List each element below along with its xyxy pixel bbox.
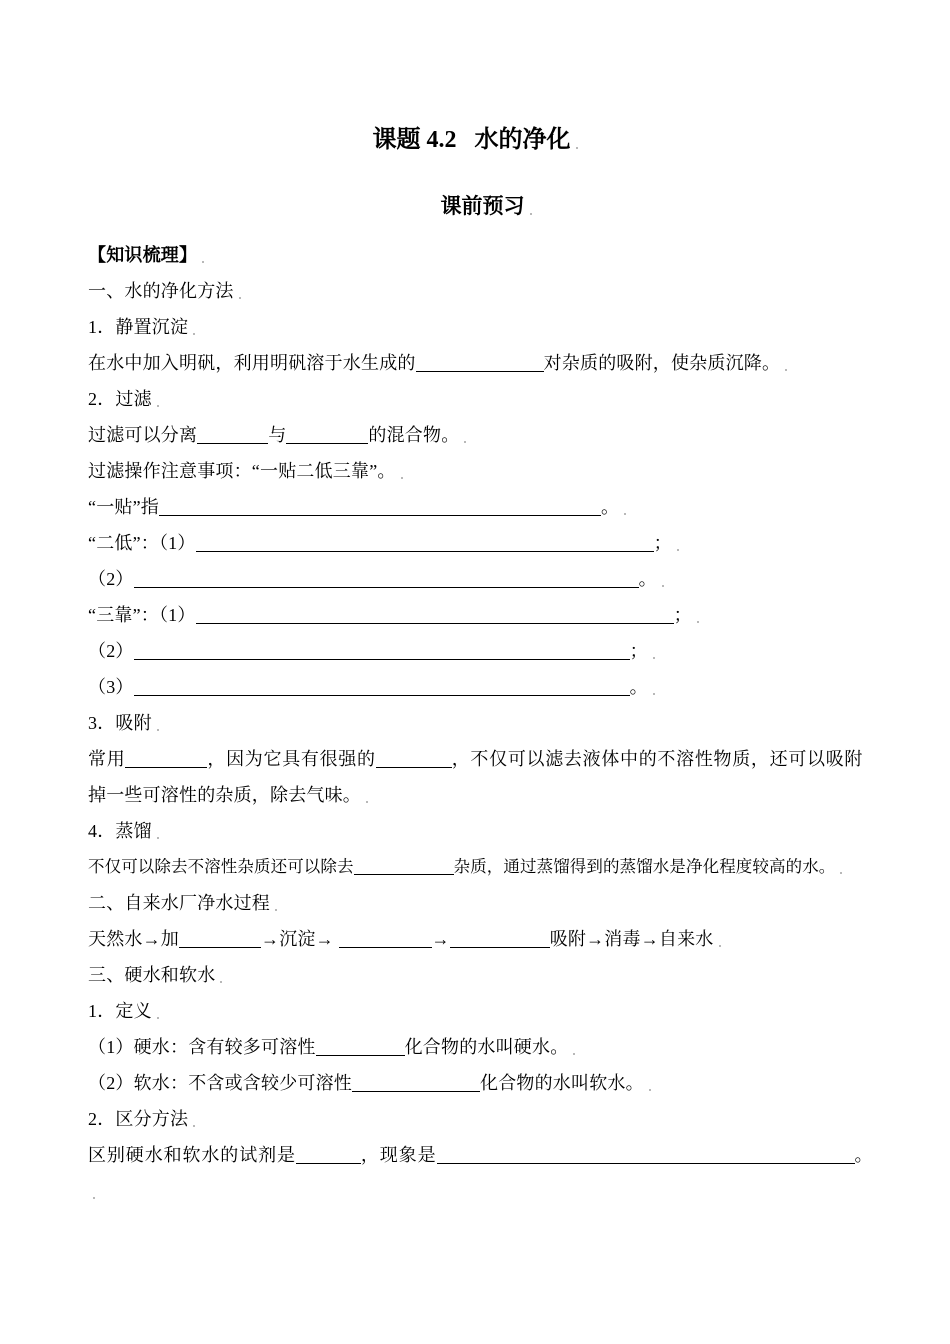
answer-blank <box>197 425 268 444</box>
page-subtitle: 课前预习 <box>0 188 950 224</box>
text-segment: 在水中加入明矾，利用明矾溶于水生成的 <box>88 353 416 373</box>
filtration-notes: 过滤操作注意事项：“一贴二低三靠”。 <box>88 453 908 489</box>
answer-blank <box>354 857 454 875</box>
answer-blank <box>134 569 639 588</box>
three-lean-line-2 <box>88 633 908 669</box>
answer-blank <box>416 353 544 372</box>
text-segment: → <box>431 929 450 949</box>
text-segment: ； <box>673 605 692 625</box>
text-segment: 化合物的水叫硬水。 <box>404 1037 569 1057</box>
text-segment: “一贴”指 <box>88 497 159 517</box>
waterworks-flow <box>88 921 908 957</box>
answer-blank <box>125 749 207 768</box>
waterworks-heading: 二、自来水厂净水过程 <box>88 885 908 921</box>
text-segment: ； <box>653 533 672 553</box>
distinguish-heading: 2．区分方法 <box>88 1101 908 1137</box>
text-segment: →沉淀→ <box>261 929 339 949</box>
answer-blank <box>134 641 630 660</box>
text-segment: ，因为它具有很强的 <box>207 749 376 769</box>
answer-blank <box>352 1073 480 1092</box>
answer-blank <box>316 1037 405 1056</box>
text-segment: 。 <box>638 569 657 589</box>
text-segment: （3） <box>88 677 134 697</box>
knowledge-heading: 【知识梳理】 <box>88 237 908 273</box>
definition-heading: 1．定义 <box>88 993 908 1029</box>
text-segment: （2） <box>88 569 134 589</box>
hard-water-definition <box>88 1029 908 1065</box>
answer-blank <box>159 497 601 516</box>
answer-blank <box>134 677 630 696</box>
text-segment: 过滤可以分离 <box>88 425 198 445</box>
text-segment: “三靠”：（1） <box>88 605 196 625</box>
text-segment: 。 <box>854 1145 874 1165</box>
answer-blank <box>196 605 674 624</box>
text-segment: （2） <box>88 641 134 661</box>
worksheet-body <box>88 237 908 1209</box>
sedimentation-text <box>88 345 908 381</box>
two-low-line-1 <box>88 525 908 561</box>
distinguish-text <box>88 1137 908 1173</box>
text-segment: 与 <box>268 425 287 445</box>
text-segment: 不仅可以除去不溶性杂质还可以除去 <box>88 857 354 876</box>
answer-blank <box>179 929 261 948</box>
distillation-text <box>88 849 908 885</box>
empty-paragraph <box>88 1173 908 1209</box>
adsorption-heading: 3．吸附 <box>88 705 908 741</box>
filtration-heading: 2．过滤 <box>88 381 908 417</box>
text-segment: 的混合物。 <box>368 425 460 445</box>
text-segment: ，现象是 <box>360 1145 437 1165</box>
answer-blank <box>286 425 368 444</box>
text-segment: 常用 <box>88 749 126 769</box>
answer-blank <box>196 533 654 552</box>
text-segment: 化合物的水叫软水。 <box>480 1073 644 1093</box>
answer-blank <box>296 1145 361 1164</box>
filtration-separate-line <box>88 417 908 453</box>
text-segment: 杂质，通过蒸馏得到的蒸馏水是净化程度较高的水。 <box>453 857 836 876</box>
hard-soft-heading: 三、硬水和软水 <box>88 957 908 993</box>
purification-heading: 一、水的净化方法 <box>88 273 908 309</box>
adsorption-text-line-1 <box>88 741 908 777</box>
answer-blank <box>339 929 432 948</box>
answer-blank <box>450 929 550 948</box>
text-segment: ，不仅可以滤去液体中的不溶性物质，还可以吸附 <box>451 749 864 769</box>
sedimentation-heading: 1．静置沉淀 <box>88 309 908 345</box>
three-lean-line-1 <box>88 597 908 633</box>
answer-blank <box>376 749 452 768</box>
text-segment: （2）软水：不含或含较少可溶性 <box>88 1073 352 1093</box>
text-segment: 天然水→加 <box>88 929 179 949</box>
text-segment: 。 <box>629 677 648 697</box>
text-segment: 吸附→消毒→自来水 <box>549 929 714 949</box>
two-low-line-2 <box>88 561 908 597</box>
adsorption-text-line-2: 掉一些可溶性的杂质，除去气味。 <box>88 777 908 813</box>
soft-water-definition <box>88 1065 908 1101</box>
one-stick-line <box>88 489 908 525</box>
text-segment: “二低”：（1） <box>88 533 196 553</box>
text-segment: 。 <box>600 497 620 517</box>
text-segment: （1）硬水：含有较多可溶性 <box>88 1037 316 1057</box>
text-segment: ； <box>629 641 648 661</box>
answer-blank <box>437 1145 855 1164</box>
distillation-heading: 4．蒸馏 <box>88 813 908 849</box>
three-lean-line-3 <box>88 669 908 705</box>
text-segment: 区别硬水和软水的试剂是 <box>88 1145 296 1165</box>
page-title: 课题 4.2 水的净化 <box>0 122 950 158</box>
text-segment: 对杂质的吸附，使杂质沉降。 <box>543 353 781 373</box>
